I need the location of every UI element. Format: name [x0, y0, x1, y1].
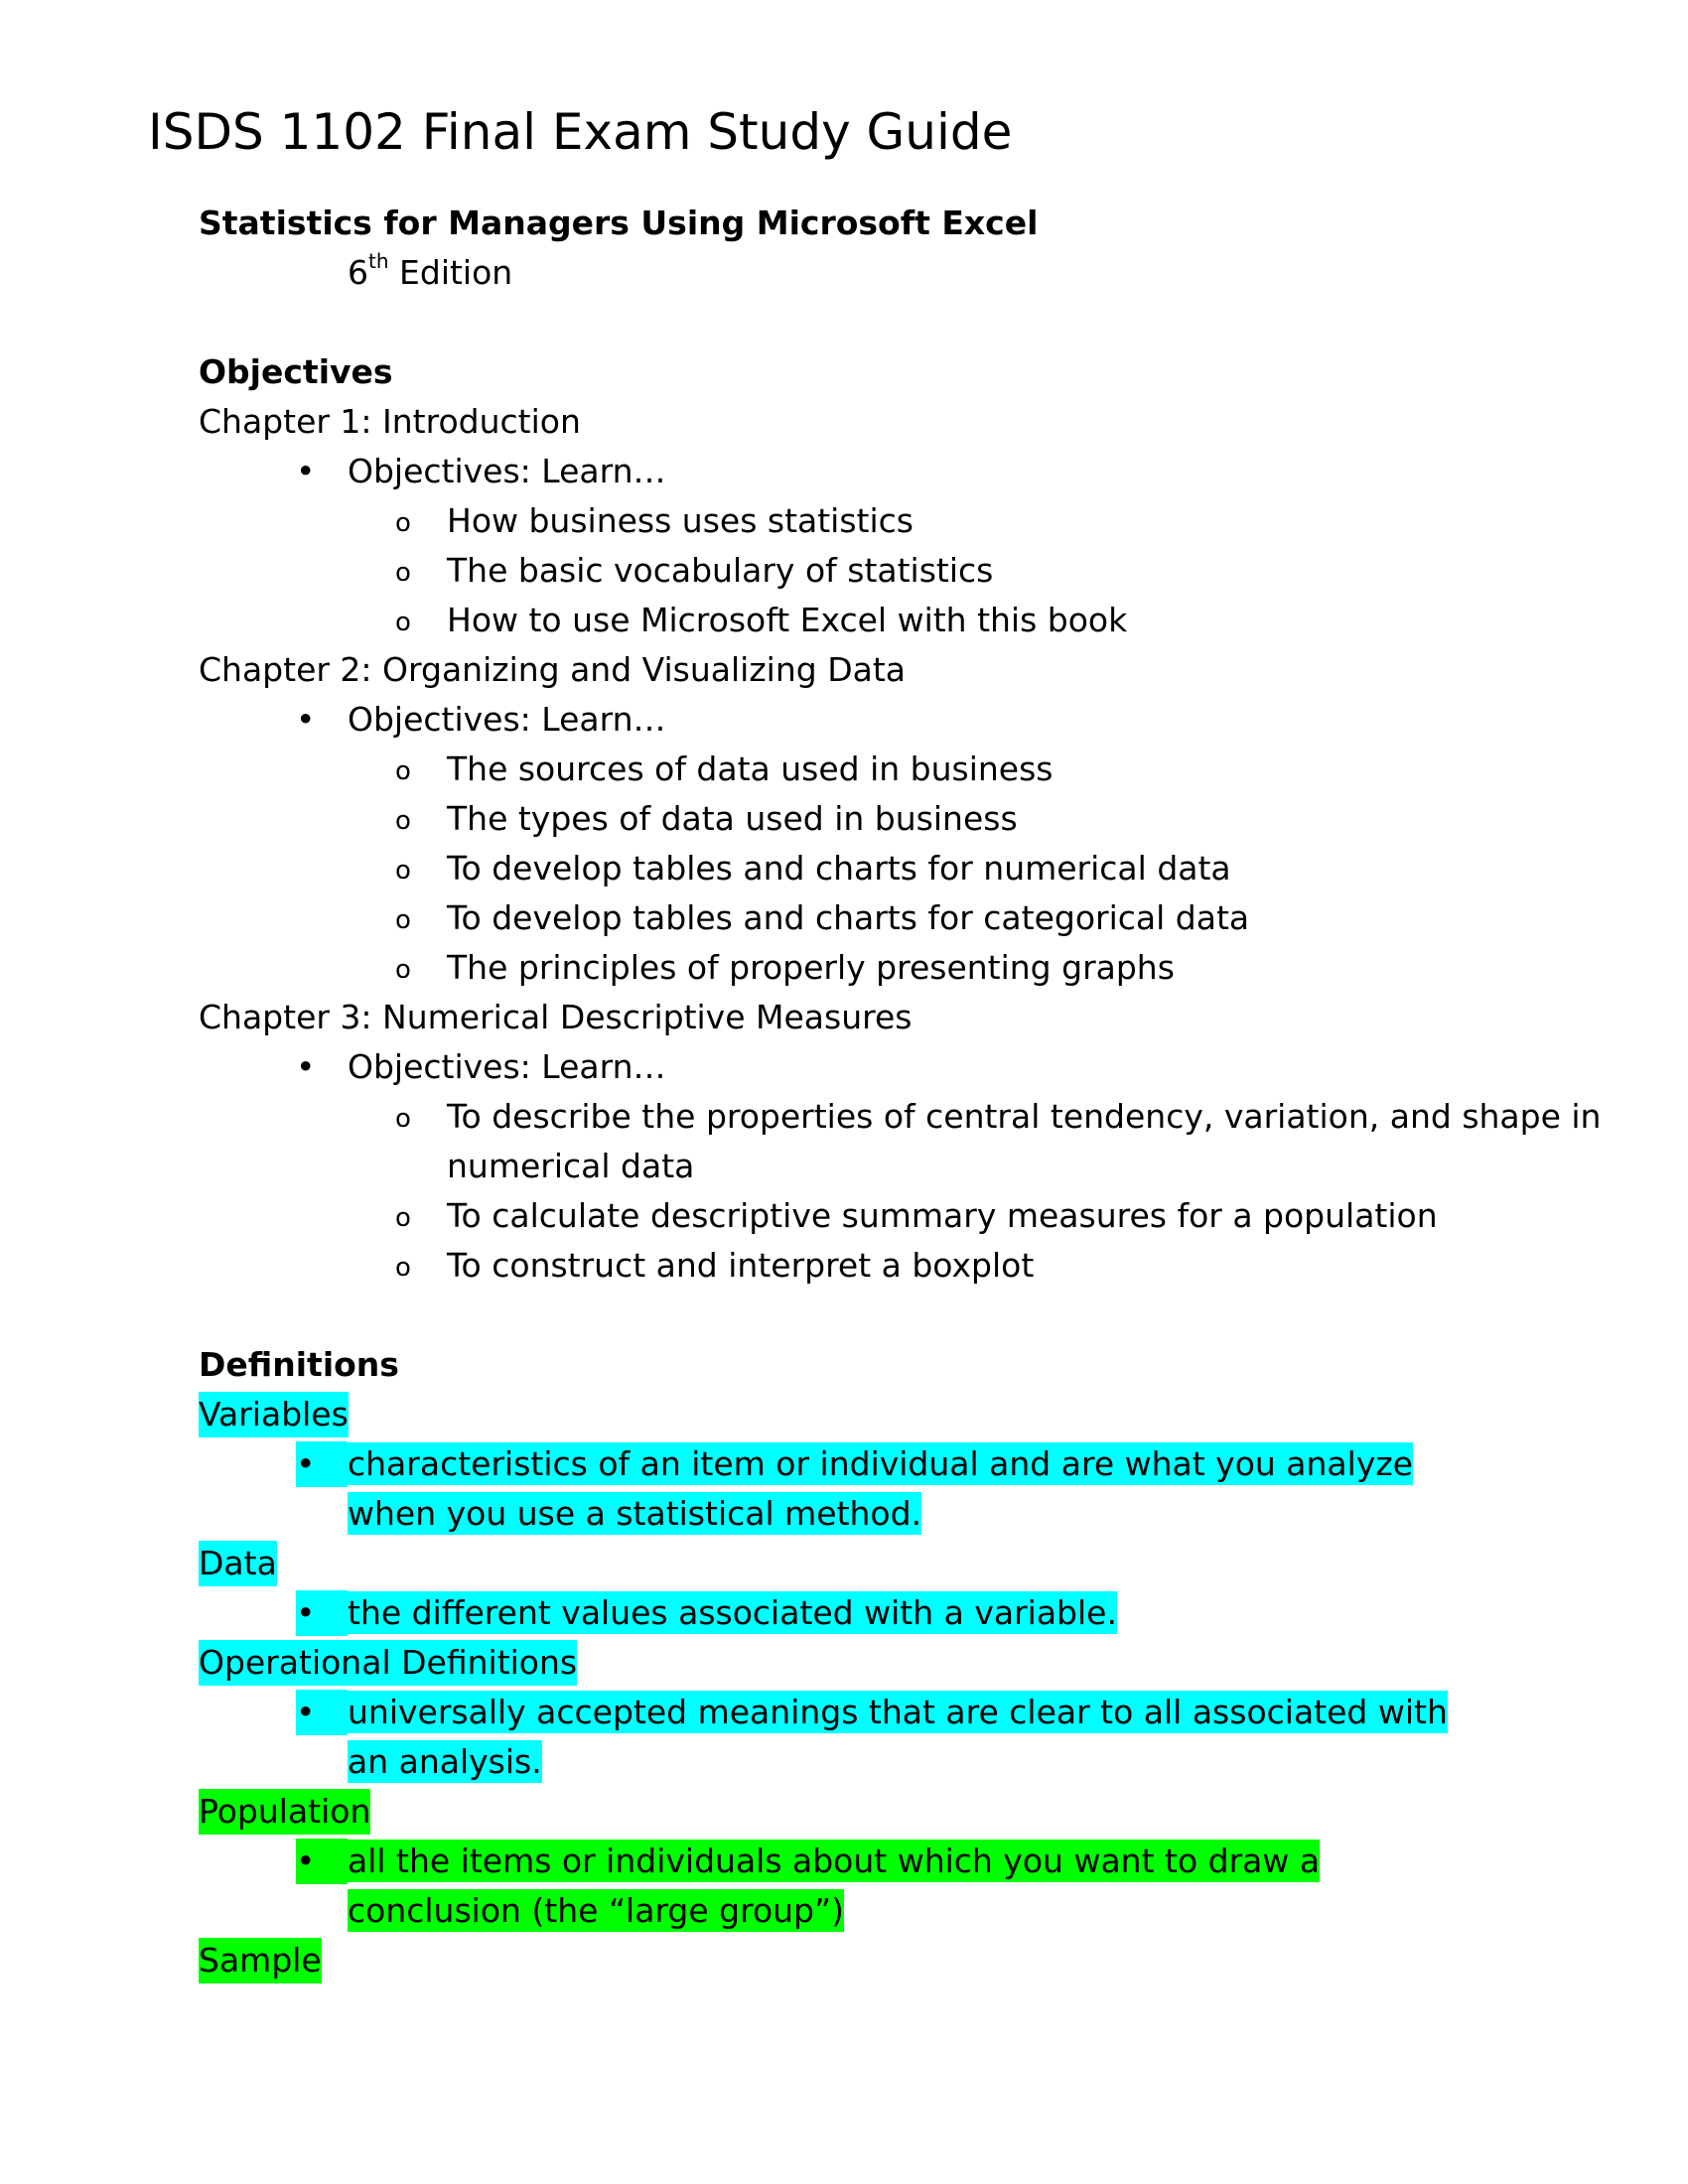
- definition-text: universally accepted meanings that are clear to all associated with an analysis.: [348, 1693, 1448, 1781]
- edition-suffix: th: [368, 249, 389, 273]
- circle-bullet-icon: o: [395, 856, 411, 886]
- objective-item: [199, 943, 1489, 993]
- objective-text: How to use Microsoft Excel with this book: [447, 601, 1128, 639]
- circle-bullet-icon: o: [395, 508, 411, 538]
- objective-item: [199, 844, 1489, 893]
- definition-term-row: [199, 1787, 1489, 1837]
- definition-term: Operational Definitions: [199, 1640, 577, 1686]
- objective-item: [199, 496, 1489, 546]
- objective-text: To develop tables and charts for numerical data: [447, 849, 1231, 887]
- bullet-text: Objectives: Learn…: [348, 700, 666, 739]
- objectives-heading: Objectives: [199, 352, 393, 391]
- objective-item: [199, 1092, 1668, 1191]
- definition-term: Sample: [199, 1938, 322, 1983]
- bullet-icon: •: [296, 1590, 348, 1636]
- objective-item: [199, 794, 1489, 844]
- objective-item: [199, 1241, 1489, 1291]
- book-edition: [199, 248, 1489, 298]
- objective-text: The types of data used in business: [447, 799, 1018, 838]
- objectives-bullet: [199, 695, 1489, 745]
- document-title: ISDS 1102 Final Exam Study Guide: [148, 103, 1013, 161]
- circle-bullet-icon: o: [395, 608, 411, 637]
- objective-text: The principles of properly presenting graphs: [447, 948, 1175, 987]
- circle-bullet-icon: o: [395, 1104, 411, 1134]
- edition-number: 6: [348, 253, 368, 292]
- definition-term-row: [199, 1638, 1489, 1688]
- bullet-icon: •: [296, 1441, 348, 1487]
- definition-term: Data: [199, 1541, 277, 1586]
- objective-item: [199, 546, 1489, 596]
- definition-term: Variables: [199, 1392, 349, 1437]
- bullet-icon: •: [296, 452, 316, 490]
- definition-term-row: [199, 1539, 1489, 1588]
- definition-term-row: [199, 1390, 1489, 1439]
- objective-text: To develop tables and charts for categorical data: [447, 898, 1250, 937]
- definition-bullet: [199, 1439, 1470, 1539]
- spacer: [199, 298, 1489, 347]
- bullet-text: Objectives: Learn…: [348, 1047, 666, 1086]
- definitions-heading: Definitions: [199, 1345, 399, 1384]
- objective-text: To describe the properties of central tendency, variation, and shape in numerical data: [447, 1097, 1602, 1185]
- objective-item: [199, 893, 1489, 943]
- bullet-icon: •: [296, 1839, 348, 1884]
- objective-item: [199, 1191, 1489, 1241]
- circle-bullet-icon: o: [395, 905, 411, 935]
- circle-bullet-icon: o: [395, 558, 411, 588]
- circle-bullet-icon: o: [395, 756, 411, 786]
- definition-text: the different values associated with a variable.: [348, 1593, 1117, 1632]
- definition-text: all the items or individuals about which you want to draw a conclusion (the “large group”): [348, 1842, 1321, 1930]
- objective-text: To construct and interpret a boxplot: [447, 1246, 1035, 1285]
- definition-bullet: [199, 1837, 1470, 1936]
- definition-text: characteristics of an item or individual and are what you analyze when you use a statistical method.: [348, 1444, 1413, 1533]
- objective-item: [199, 596, 1489, 645]
- objectives-bullet: [199, 1042, 1489, 1092]
- objective-text: To calculate descriptive summary measures for a population: [447, 1196, 1438, 1235]
- chapter-title: Chapter 2: Organizing and Visualizing Data: [199, 650, 906, 689]
- document-body: [199, 199, 1602, 1985]
- objectives-bullet: [199, 447, 1489, 496]
- circle-bullet-icon: o: [395, 806, 411, 836]
- bullet-icon: •: [296, 700, 316, 739]
- circle-bullet-icon: o: [395, 1253, 411, 1283]
- edition-word: Edition: [388, 253, 513, 292]
- bullet-text: Objectives: Learn…: [348, 452, 666, 490]
- spacer: [199, 1291, 1489, 1340]
- book-title: Statistics for Managers Using Microsoft Excel: [199, 204, 1039, 242]
- definition-term-row: [199, 1936, 1489, 1985]
- definition-term: Population: [199, 1789, 370, 1835]
- definition-bullet: [199, 1588, 1470, 1638]
- objective-item: [199, 745, 1489, 794]
- circle-bullet-icon: o: [395, 1203, 411, 1233]
- objective-text: The basic vocabulary of statistics: [447, 551, 994, 590]
- definition-bullet: [199, 1688, 1470, 1787]
- bullet-icon: •: [296, 1047, 316, 1086]
- objective-text: How business uses statistics: [447, 501, 914, 540]
- circle-bullet-icon: o: [395, 955, 411, 985]
- chapter-title: Chapter 3: Numerical Descriptive Measures: [199, 998, 913, 1036]
- chapter-title: Chapter 1: Introduction: [199, 402, 581, 441]
- objective-text: The sources of data used in business: [447, 750, 1054, 788]
- bullet-icon: •: [296, 1690, 348, 1735]
